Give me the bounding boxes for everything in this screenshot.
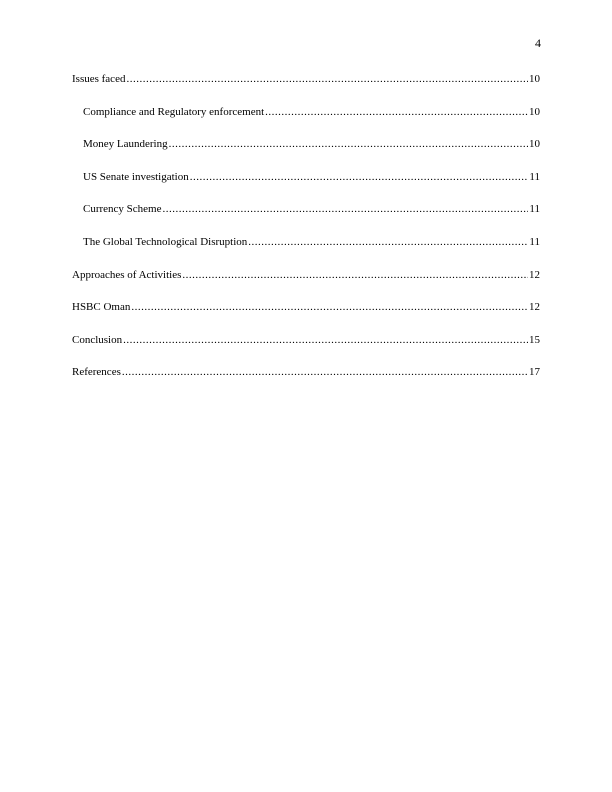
toc-entry-title: Issues faced (72, 73, 126, 85)
toc-entry-compliance[interactable] (72, 105, 540, 138)
toc-entry-title: Conclusion (72, 333, 123, 346)
toc-entry-page: 17 (529, 366, 540, 379)
toc-entry-title: HSBC Oman (72, 301, 131, 314)
toc-dot-leader (131, 300, 528, 314)
toc-dot-leader (123, 333, 528, 347)
toc-entry-approaches[interactable] (72, 268, 540, 301)
toc-entry-conclusion[interactable] (72, 333, 540, 366)
toc-dot-leader (182, 268, 528, 282)
toc-entry-title: US Senate investigation (83, 170, 189, 183)
toc-entry-title: Currency Scheme (83, 203, 162, 216)
toc-entry-title: References (72, 366, 121, 379)
toc-entry-title: Money Laundering (83, 138, 168, 151)
toc-entry-page: 10 (529, 73, 540, 85)
toc-dot-leader (126, 72, 528, 86)
toc-entry-page: 12 (529, 301, 540, 314)
toc-entry-title: The Global Technological Disruption (83, 235, 248, 248)
toc-entry-currency-scheme[interactable] (72, 202, 540, 235)
toc-entry-page: 12 (529, 268, 540, 281)
toc-entry-page: 11 (529, 235, 540, 248)
page-number: 4 (535, 36, 541, 50)
toc-entry-page: 15 (529, 333, 540, 346)
toc-entry-title: Compliance and Regulatory enforcement (83, 105, 265, 118)
toc-entry-title: Approaches of Activities (72, 268, 182, 281)
toc-entry-global-tech-disruption[interactable] (72, 235, 540, 268)
toc-entry-issues-faced[interactable] (72, 72, 540, 105)
toc-entry-page: 10 (529, 105, 540, 118)
toc-dot-leader (122, 365, 528, 379)
toc-entry-page: 11 (529, 203, 540, 216)
toc-dot-leader (190, 170, 529, 184)
toc-dot-leader (265, 105, 528, 119)
toc-entry-references[interactable] (72, 365, 540, 398)
toc-entry-us-senate[interactable] (72, 170, 540, 203)
table-of-contents (72, 72, 540, 398)
toc-dot-leader (163, 202, 529, 216)
toc-entry-money-laundering[interactable] (72, 137, 540, 170)
toc-dot-leader (169, 137, 528, 151)
toc-entry-hsbc-oman[interactable] (72, 300, 540, 333)
toc-dot-leader (248, 235, 528, 249)
toc-entry-page: 10 (529, 138, 540, 151)
toc-entry-page: 11 (529, 170, 540, 183)
